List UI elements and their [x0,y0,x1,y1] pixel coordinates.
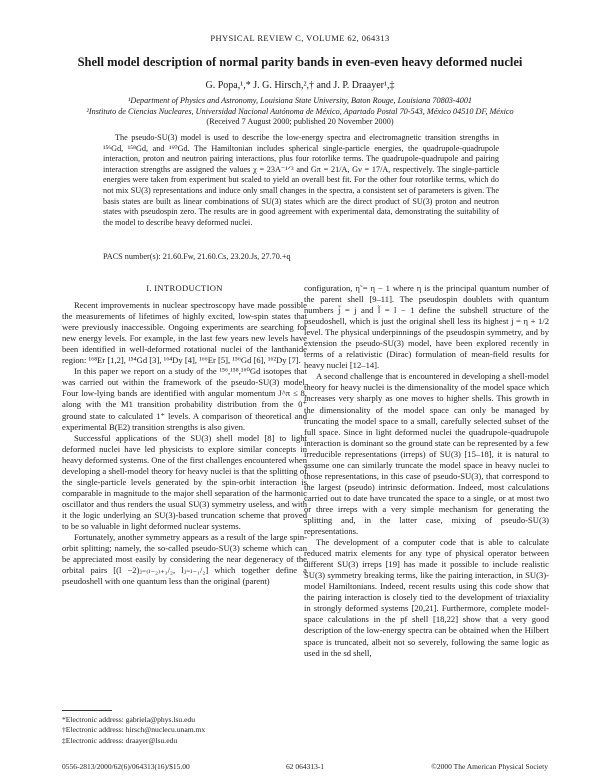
paragraph: Successful applications of the SU(3) shell model [8] to light deformed nuclei have led physicists to explore similar concepts in heavy deformed systems. One of the first challenges encountered when developing a shell-model theory for heavy nuclei is that the splitting of the single-particle levels generated by the spin-orbit interaction is comparable in magnitude to the major shell separation of the harmonic oscillator and thus renders the usual SU(3) symmetry useless, and with it the logic underlying an SU(3)-based truncation scheme that proved to be so valuable in light deformed nuclear systems. [62,432,307,531]
copyright: ©2000 The American Physical Society [431,762,548,771]
footnotes [62,715,205,746]
footnote: †Electronic address: hirsch@nuclecu.unam.mx [62,725,206,735]
abstract: The pseudo-SU(3) model is used to describe the low-energy spectra and electromagnetic transition strengths in ¹⁵⁶Gd, ¹⁵⁸Gd, and ¹⁶⁰Gd. The Hamiltonian includes spherical single-particle energies, the quadrupole-quadrupole interaction, proton and neutron pairing interactions, plus four rotorlike terms. The quadrupole-quadrupole and pairing interaction strengths are assigned the values χ = 23A⁻¹ᐟ³ and Gπ = 21/A, Gν = 17/A, respectively. The single-particle energies were taken from experiment but scaled to yield an overall best fit. For the other four rotorlike terms, which do not mix SU(3) representations and induce only small changes in the spectra, a consistent set of parameters is given. The basis states are built as linear combinations of SU(3) states which are the direct product of SU(3) proton and neutron states with pseudospin zero. The results are in good agreement with experimental data, demonstrating the suitability of the model to describe heavy deformed nuclei. [103,133,499,227]
affiliation-lsu: ¹Department of Physics and Astronomy, Louisiana State University, Baton Rouge, Louisiana 70803-4001 [127,96,473,105]
paragraph: In this paper we report on a study of the ¹⁵⁶,¹⁵⁸,¹⁶⁰Gd isotopes that was carried out within the framework of the pseudo-SU(3) model. Four low-lying bands are identified with angular momentum J^π ≤ 8, along with the M1 transition probability distribution from the 0⁺ ground state to calculated 1⁺ levels. A comparison of theoretical and experimental B(E2) transition strengths is also given. [62,366,307,432]
paper-title: Shell model description of normal parity bands in even-even heavy deformed nuclei [77,55,523,69]
section-heading: I. INTRODUCTION [146,283,223,293]
paragraph: Recent improvements in nuclear spectroscopy have made possible the measurements of lifetimes of highly excited, low-spin states that were previously inaccessible. Ongoing experiments are searching for new energy levels. For example, in the last few years new levels have been identified in well-deformed rotational nuclei of the lanthanide region: ¹⁶⁸Er [1,2], ¹⁵⁴Gd [3], ¹⁶⁴Dy [4], ¹⁶⁶Er [5], ¹⁵⁶Gd [6], ¹⁶²Dy [7]. [62,300,307,366]
affiliation-unam: ²Instituto de Ciencias Nucleares, Universidad Nacional Autónoma de México, Apartado Postal 70-543, México 04510 DF, México [86,107,514,116]
journal-header: PHYSICAL REVIEW C, VOLUME 62, 064313 [210,33,390,43]
footnote-divider [62,710,112,711]
paragraph: Fortunately, another symmetry appears as a result of the large spin-orbit splitting; namely, the so-called pseudo-SU(3) scheme which can be appreciated most easily by considering the near degeneracy of the orbital pairs [(l −2)ⱼ₌₍ₗ₋₂₎₊₁/₂, lⱼ₌ₗ₋₁/₂] which together define a pseudoshell with one quantum less than the original (parent) [62,532,307,587]
paragraph: The development of a computer code that is able to calculate reduced matrix elements for any type of physical operator between different SU(3) irreps [19] has made it possible to include realistic SU(3) symmetry breaking terms, like the pairing interaction, in SU(3)-model Hamiltonians. Indeed, recent results using this code show that the pairing interaction is closely tied to the development of triaxiality in strongly deformed systems [20,21]. Furthermore, complete model-space calculations in the pf shell [18,22] show that a very good description of the low-energy spectra can be obtained when the Hilbert space is truncated, albeit not so severely, following the same logic as used in the sd shell, [304,537,549,658]
right-column [304,283,549,659]
footnote: ‡Electronic address: draayer@lsu.edu [62,735,178,745]
left-column [62,283,307,587]
pacs-numbers: PACS number(s): 21.60.Fw, 21.60.Cs, 23.20.Js, 27.70.+q [103,252,291,261]
page-number: 62 064313-1 [285,762,325,771]
paragraph: configuration, η̃ = η − 1 where η is the principal quantum number of the parent shell [9–11]. The pseudospin doublets with quantum numbers j̃ = j and l̃ = l − 1 define the subshell structure of the pseudoshell, which is just the original shell less its highest j = η + 1/2 level. The physical underpinnings of the pseudospin symmetry, and by extension the pseudo-SU(3) model, have been explored recently in terms of a relativistic (Dirac) formulation of mean-field results for heavy nuclei [12–14]. [304,283,549,371]
footer-identifier: 0556-2813/2000/62(6)/064313(16)/$15.00 [62,762,190,771]
footnote: *Electronic address: gabriela@phys.lsu.edu [62,715,196,724]
received-date: (Received 7 August 2000; published 20 November 2000) [206,117,394,126]
author-list: G. Popa,¹,* J. G. Hirsch,²,† and J. P. Draayer¹,‡ [205,80,395,91]
paragraph: A second challenge that is encountered in developing a shell-model theory for heavy nuclei is the dimensionality of the model space which increases very sharply as one moves to higher shells. This growth in the dimensionality of the model space can only be managed by truncating the model space to a small, carefully selected subset of the full space. Since in light deformed nuclei the quadrupole-quadrupole interaction is dominant so the ground state can be represented by a few irreducible representations (irreps) of SU(3) [15–18], it is natural to assume one can similarly truncate the model space in heavy nuclei to those representations, in this case of pseudo-SU(3), that correspond to the largest (pseudo) intrinsic deformation. Indeed, most calculations carried out to date have truncated the space to a single, or at most two or three irreps with a very simple mechanism for generating the splitting and, in the latter case, mixing of pseudo-SU(3) representations. [304,371,549,537]
